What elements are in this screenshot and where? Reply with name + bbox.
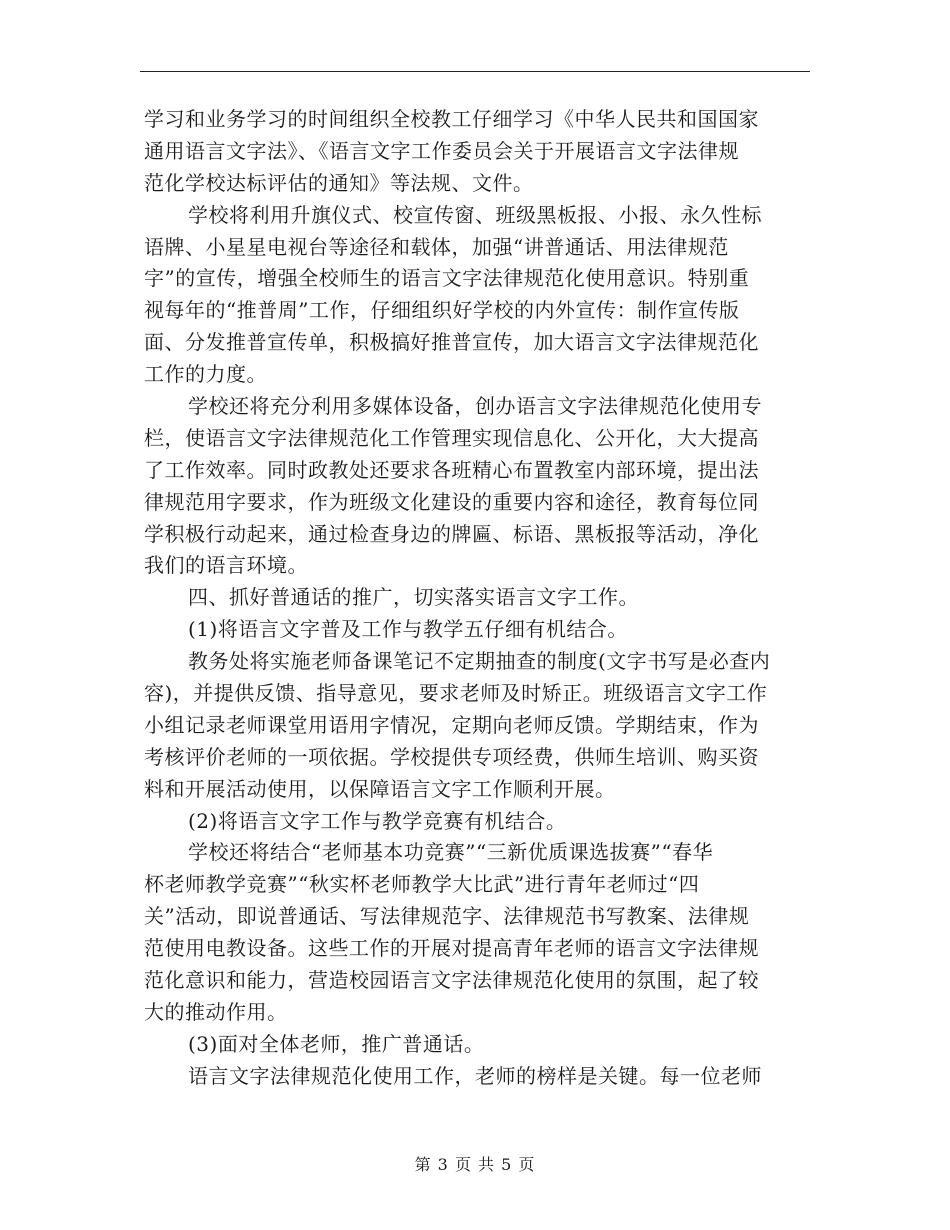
header-rule xyxy=(140,71,810,72)
text-line: 容)，并提供反馈、指导意见，要求老师及时矫正。班级语言文字工作 xyxy=(144,681,768,706)
text-line: 面、分发推普宣传单，积极搞好推普宣传，加大语言文字法律规范化 xyxy=(144,330,759,355)
text-line: 学习和业务学习的时间组织全校教工仔细学习《中华人民共和国国家 xyxy=(144,107,759,131)
text-line: 范使用电教设备。这些工作的开展对提高青年老师的语言文字法律规 xyxy=(144,936,759,961)
paragraph-start: 学校还将结合“老师基本功竞赛”“三新优质课选拔赛”“春华 xyxy=(188,840,714,865)
paragraph-start: 教务处将实施老师备课笔记不定期抽查的制度(文字书写是必查内 xyxy=(188,649,771,674)
text-line: 小组记录老师课堂用语用字情况，定期向老师反馈。学期结束，作为 xyxy=(144,712,759,737)
paragraph-start: 学校将利用升旗仪式、校宣传窗、班级黑板报、小报、永久性标 xyxy=(188,202,762,227)
subsection-heading: (2)将语言文字工作与教学竞赛有机结合。 xyxy=(188,808,567,833)
subsection-heading: (3)面对全体老师，推广普通话。 xyxy=(188,1031,485,1056)
paragraph-start: 学校还将充分利用多媒体设备，创办语言文字法律规范化使用专 xyxy=(188,394,762,419)
page-footer: 第 3 页 共 5 页 xyxy=(414,1155,536,1174)
text-line: 杯老师教学竞赛”“秋实杯老师教学大比武”进行青年老师过“四 xyxy=(144,872,700,897)
body-text xyxy=(144,104,812,1093)
text-line: 范化意识和能力，营造校园语言文字法律规范化使用的氛围，起了较 xyxy=(144,968,759,993)
text-line: 了工作效率。同时政教处还要求各班精心布置教室内部环境，提出法 xyxy=(144,457,759,482)
text-line: 料和开展活动使用，以保障语言文字工作顺利开展。 xyxy=(144,776,616,801)
text-line: 律规范用字要求，作为班级文化建设的重要内容和途径，教育每位同 xyxy=(144,489,759,514)
section-heading: 四、抓好普通话的推广，切实落实语言文字工作。 xyxy=(188,585,639,610)
text-line: 考核评价老师的一项依据。学校提供专项经费，供师生培训、购买资 xyxy=(144,744,759,769)
paragraph-start: 语言文字法律规范化使用工作，老师的榜样是关键。每一位老师 xyxy=(188,1063,762,1088)
text-line: 通用语言文字法》、《语言文字工作委员会关于开展语言文字法律规 xyxy=(144,138,739,163)
text-line: 我们的语言环境。 xyxy=(144,553,308,578)
subsection-heading: (1)将语言文字普及工作与教学五仔细有机结合。 xyxy=(188,617,628,642)
text-line: 语牌、小星星电视台等途径和载体，加强“讲普通话、用法律规范 xyxy=(144,234,729,259)
text-line: 字”的宣传，增强全校师生的语言文字法律规范化使用意识。特别重 xyxy=(144,266,750,291)
text-line: 关”活动，即说普通话、写法律规范字、法律规范书写教案、法律规 xyxy=(144,904,750,929)
text-line: 大的推动作用。 xyxy=(144,999,288,1024)
text-line: 工作的力度。 xyxy=(144,362,267,387)
text-line: 栏，使语言文字法律规范化工作管理实现信息化、公开化，大大提高 xyxy=(144,425,759,450)
text-line: 学积极行动起来，通过检查身边的牌匾、标语、黑板报等活动，净化 xyxy=(144,521,759,546)
text-line: 视每年的“推普周”工作，仔细组织好学校的内外宣传：制作宣传版 xyxy=(144,298,740,323)
text-line: 范化学校达标评估的通知》等法规、文件。 xyxy=(144,170,534,195)
